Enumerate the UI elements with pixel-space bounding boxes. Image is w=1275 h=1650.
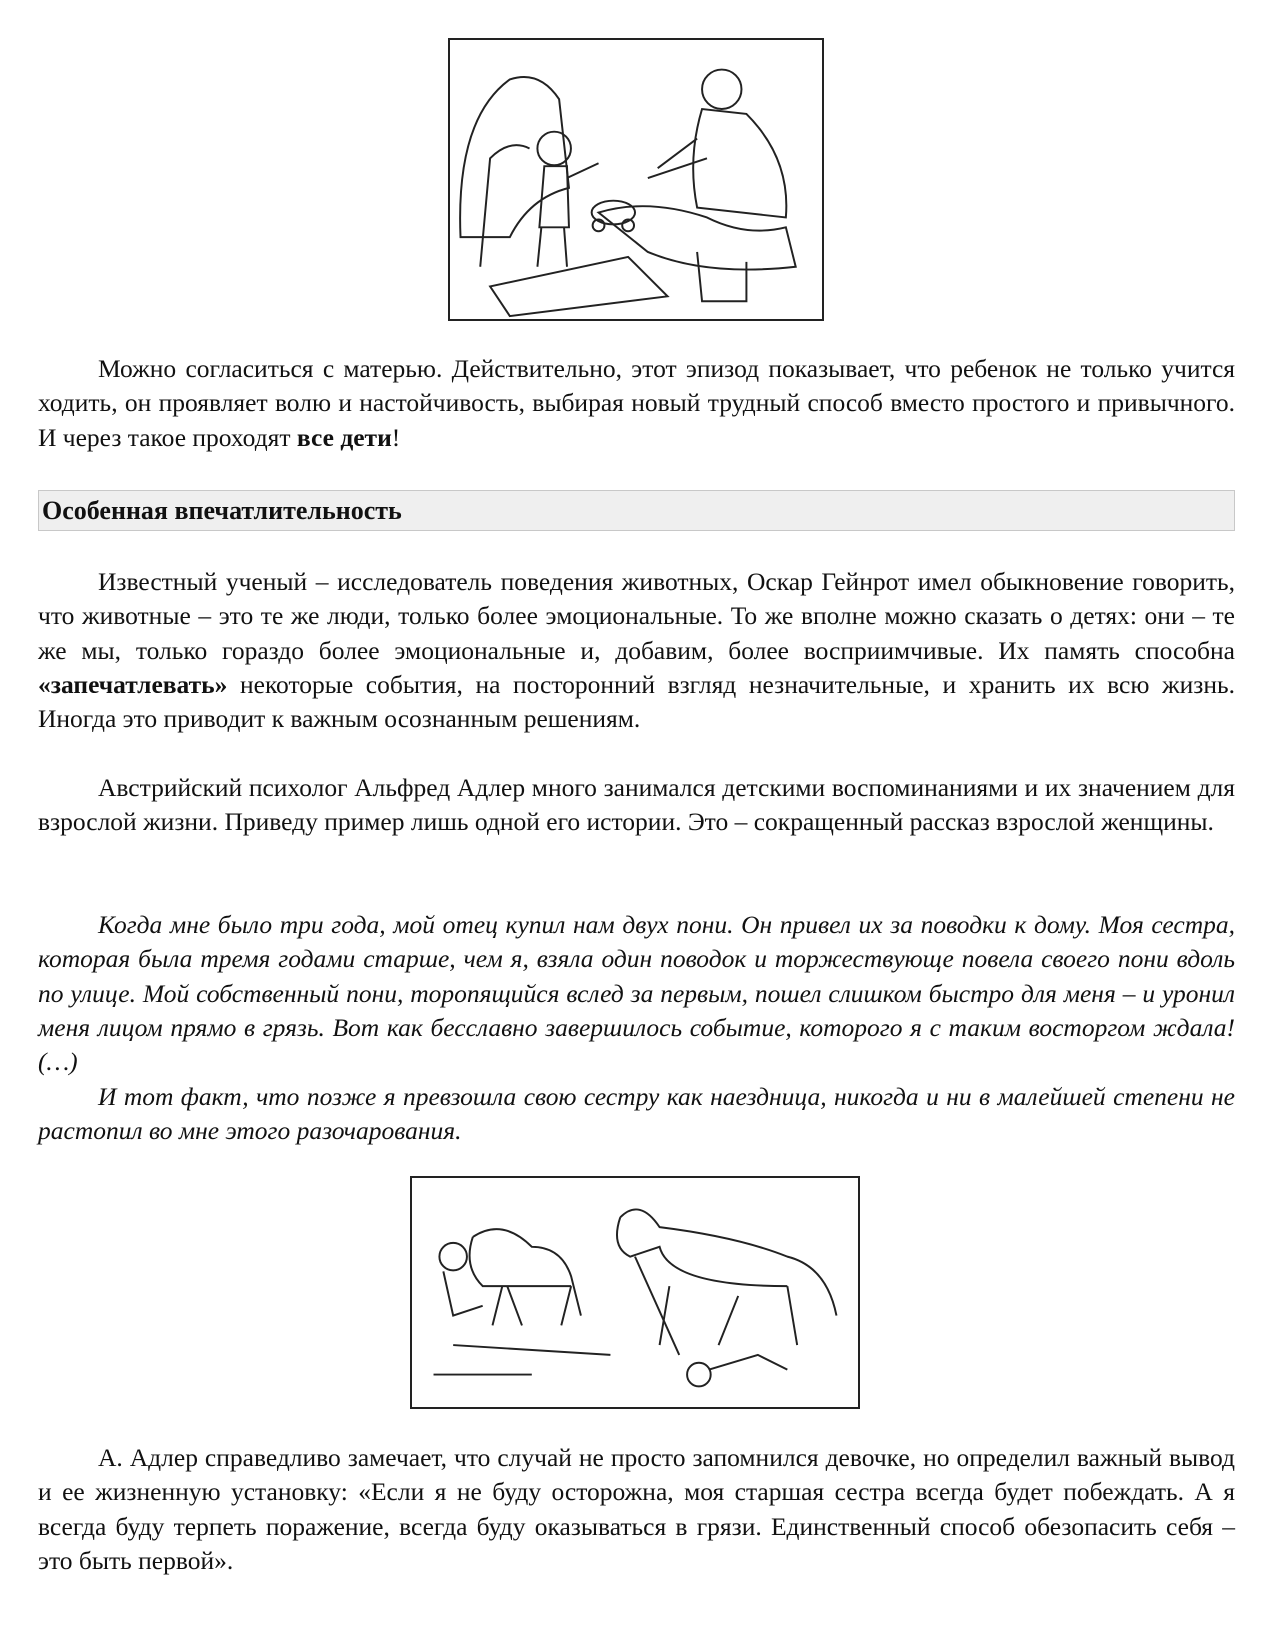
ponies-illustration	[410, 1176, 860, 1409]
mother-child-illustration	[448, 38, 824, 321]
section-heading: Особенная впечатлительность	[38, 490, 1235, 531]
paragraph-text: Известный ученый – исследователь поведения животных, Оскар Гейнрот имел обыкновение говорить, что животные – это те же люди, только более эмоциональные. То же вполне можно сказать о детях: они – те же мы, только гораздо более эмоциональные и, добавим, более восприимчивые. Их память способна	[38, 567, 1235, 665]
paragraph-tail: некоторые события, на посторонний взгляд незначительные, и хранить их всю жизнь. Иногда это приводит к важным осознанным решениям.	[38, 669, 1235, 734]
paragraph-conclusion	[38, 1441, 1235, 1578]
paragraph-tail: !	[391, 422, 401, 452]
quote-paragraph-2	[38, 1080, 1235, 1149]
quote-text: Когда мне было три года, мой отец купил нам двух пони. Он привел их за поводки к дому. Моя сестра, которая была тремя годами старше, чем я, взяла один поводок и торжествующе повела своего пони вдоль по улице. Мой собственный пони, торопящийся вслед за первым, пошел слишком быстро для меня – и уронил меня лицом прямо в грязь. Вот как бесславно завершилось событие, которого я с таким восторгом ждала! (…)	[38, 910, 1235, 1077]
paragraph-text: А. Адлер справедливо замечает, что случай не просто запомнился девочке, но определил важный вывод и ее жизненную установку: «Если я не буду осторожна, моя старшая сестра всегда будет побеждать. А я всегда буду терпеть поражение, всегда буду оказываться в грязи. Единственный способ обезопасить себя – это быть первой».	[38, 1443, 1235, 1575]
quote-paragraph-1	[38, 908, 1235, 1079]
bold-phrase: «запечатлевать»	[38, 669, 228, 699]
paragraph-mother	[38, 352, 1235, 455]
paragraph-adler	[38, 771, 1235, 840]
paragraph-text: Можно согласиться с матерью. Действительно, этот эпизод показывает, что ребенок не только учится ходить, он проявляет волю и настойчивость, выбирая новый трудный способ вместо простого и привычного. И через такое проходят	[38, 354, 1235, 452]
quote-text: И тот факт, что позже я превзошла свою сестру как наездница, никогда и ни в малейшей степени не растопил во мне этого разочарования.	[38, 1082, 1235, 1146]
paragraph-text: Австрийский психолог Альфред Адлер много занимался детскими воспоминаниями и их значением для взрослой жизни. Приведу пример лишь одной его истории. Это – сокращенный рассказ взрослой женщины.	[38, 773, 1235, 837]
paragraph-heinroth	[38, 565, 1235, 736]
bold-phrase: все дети	[296, 422, 392, 452]
